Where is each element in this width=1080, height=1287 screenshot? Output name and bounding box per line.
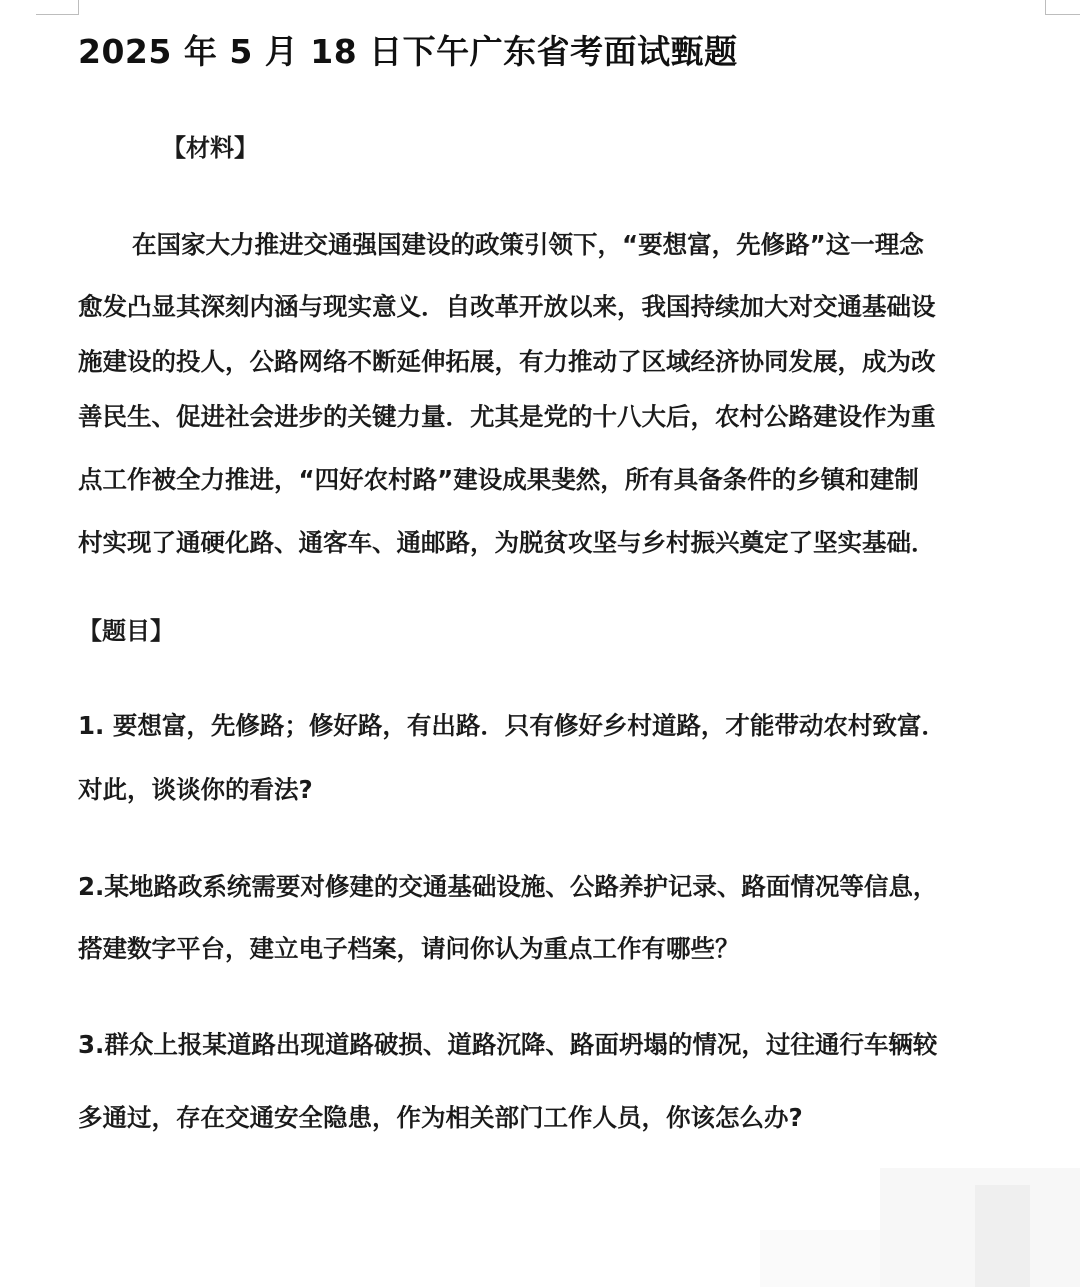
question-2-line-2: 搭建数字平台，建立电子档案，请问你认为重点工作有哪些？	[78, 934, 740, 963]
material-line: 愈发凸显其深刻内涵与现实意义．自改革开放以来，我国持续加大对交通基础设	[78, 292, 936, 321]
material-line: 在国家大力推进交通强国建设的政策引领下，“要想富，先修路”这一理念	[132, 230, 924, 259]
scan-shadow	[975, 1185, 1030, 1287]
question-1-line-2: 对此，谈谈你的看法?	[78, 775, 313, 804]
question-3-line-2: 多通过，存在交通安全隐患，作为相关部门工作人员，你该怎么办?	[78, 1103, 803, 1132]
question-3-line-1: 3.群众上报某道路出现道路破损、道路沉降、路面坍塌的情况，过往通行车辆较	[78, 1030, 938, 1059]
question-heading: 【题目】	[78, 617, 174, 645]
question-1-line-1: 1. 要想富，先修路；修好路，有出路．只有修好乡村道路，才能带动农村致富．	[78, 711, 946, 740]
page-corner-mark-left	[36, 0, 79, 15]
scan-shadow	[760, 1230, 880, 1287]
document-title: 2025 年 5 月 18 日下午广东省考面试甄题	[78, 32, 738, 71]
material-line: 点工作被全力推进，“四好农村路”建设成果斐然，所有具备条件的乡镇和建制	[78, 465, 919, 494]
page-corner-mark-right	[1045, 0, 1080, 15]
question-2-line-1: 2.某地路政系统需要对修建的交通基础设施、公路养护记录、路面情况等信息，	[78, 872, 938, 901]
material-line: 善民生、促进社会进步的关键力量．尤其是党的十八大后，农村公路建设作为重	[78, 402, 936, 431]
material-line: 施建设的投人，公路网络不断延伸拓展，有力推动了区域经济协同发展，成为改	[78, 347, 936, 376]
material-line: 村实现了通硬化路、通客车、通邮路，为脱贫攻坚与乡村振兴奠定了坚实基础．	[78, 528, 936, 557]
material-heading: 【材料】	[162, 134, 258, 162]
